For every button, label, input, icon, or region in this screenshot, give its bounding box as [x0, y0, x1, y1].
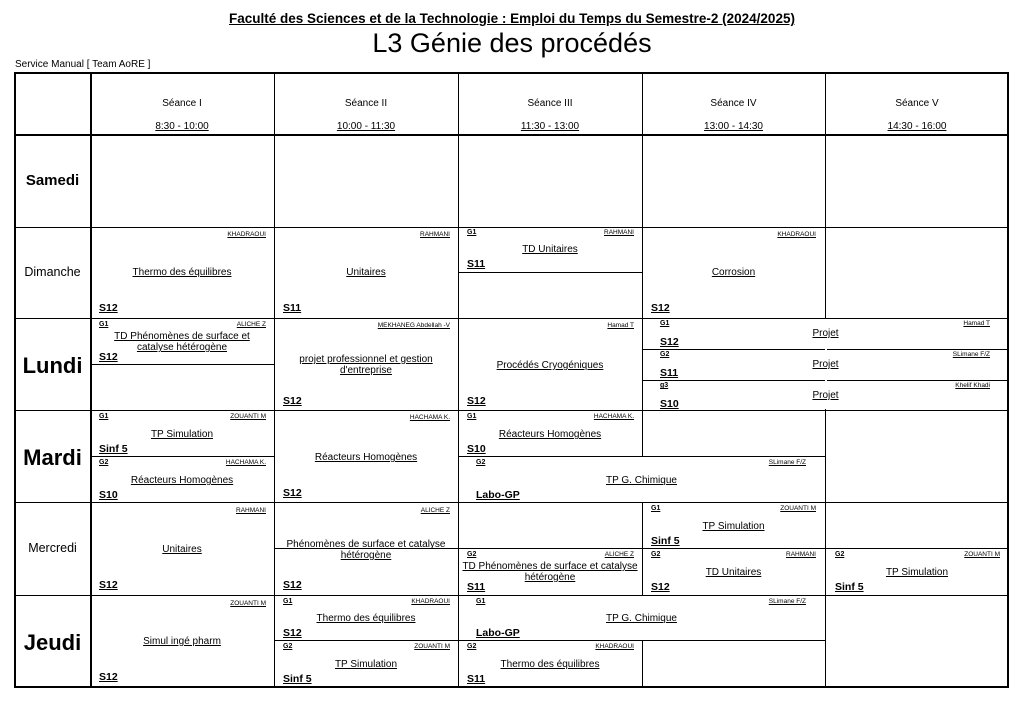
room-label: S11 [467, 673, 486, 685]
course-title: Unitaires [162, 544, 202, 555]
teacher-name: ZOUANTI M [964, 551, 1000, 558]
session-time: 13:00 - 14:30 [704, 121, 763, 132]
teacher-name: ZOUANTI M [230, 600, 266, 607]
course-title: Projet [812, 328, 839, 339]
course-title: Thermo des équilibres [316, 613, 416, 624]
document-title: Faculté des Sciences et de la Technologie : Emploi du Temps du Semestre-2 (2024/2025) [229, 11, 795, 26]
room-label: S12 [283, 627, 302, 639]
teacher-name: ALICHE Z [604, 551, 634, 558]
course-title: TP G. Chimique [606, 613, 677, 624]
room-label: S12 [99, 579, 118, 591]
group-label: G2 [283, 643, 293, 650]
group-label: G1 [476, 598, 486, 605]
session-time: 11:30 - 13:00 [520, 121, 580, 132]
session-time: 14:30 - 16:00 [887, 121, 947, 132]
cell-split [90, 456, 274, 457]
day-label: Mardi [23, 445, 82, 470]
room-label: S12 [660, 336, 679, 348]
teacher-name: ALICHE Z [236, 321, 266, 328]
group-label: g3 [660, 382, 669, 389]
room-label: S11 [283, 302, 302, 314]
teacher-name: RAHMANI [420, 231, 450, 238]
session-time: 8:30 - 10:00 [155, 121, 209, 132]
room-label: S12 [651, 581, 670, 593]
teacher-name: RAHMANI [236, 507, 266, 514]
group-label: G1 [467, 413, 477, 420]
room-label: Sinf 5 [835, 581, 864, 593]
teacher-name: Khelif Khadi [955, 382, 990, 389]
room-label: Labo-GP [476, 489, 520, 501]
course-title: Unitaires [346, 267, 386, 278]
day-label: Jeudi [23, 630, 82, 655]
course-title: TP Simulation [150, 429, 214, 440]
room-label: S12 [99, 351, 118, 363]
course-title: Projet [812, 390, 839, 401]
teacher-name: RAHMANI [604, 229, 634, 236]
course-title: TP G. Chimique [606, 475, 677, 486]
course-title: Projet [812, 359, 839, 370]
teacher-name: Hamad T [963, 320, 990, 327]
teacher-name: ZOUANTI M [230, 413, 266, 420]
teacher-name: ALICHE Z [420, 507, 450, 514]
room-label: S12 [651, 302, 670, 314]
group-label: G2 [467, 551, 477, 558]
row-divider [14, 134, 1009, 136]
day-label: Dimanche [24, 265, 81, 279]
session-name: Séance IV [710, 98, 757, 109]
course-title: Simul ingé pharm [143, 636, 221, 647]
room-label: S11 [467, 258, 486, 270]
room-label: S10 [467, 443, 486, 455]
room-label: S11 [660, 367, 679, 379]
room-label: S10 [660, 398, 679, 410]
program-title: L3 Génie des procédés [372, 28, 652, 58]
course-title: Procédés Cryogéniques [496, 360, 604, 371]
day-label: Mercredi [28, 541, 77, 555]
course-title: TD Phénomènes de surface et catalyse hétérogène [462, 561, 638, 583]
cell-split [90, 364, 274, 365]
session-name: Séance V [895, 98, 939, 109]
group-label: G1 [99, 413, 109, 420]
course-title: TP Simulation [702, 521, 765, 532]
teacher-name: HACHAMA K. [593, 413, 634, 420]
teacher-name: KHADRAOUI [411, 598, 450, 605]
group-label: G2 [99, 459, 109, 466]
row-divider [14, 502, 1009, 503]
row-divider [14, 410, 1009, 411]
group-label: G1 [651, 505, 661, 512]
teacher-name: RAHMANI [786, 551, 816, 558]
course-title: Réacteurs Homogènes [130, 475, 234, 486]
course-title: Thermo des équilibres [500, 659, 600, 670]
group-label: G1 [99, 321, 109, 328]
teacher-name: KHADRAOUI [595, 643, 634, 650]
room-label: Labo-GP [476, 627, 520, 639]
room-label: S12 [283, 487, 302, 499]
cell-split [458, 640, 825, 641]
group-label: G2 [467, 643, 477, 650]
group-label: G2 [476, 459, 486, 466]
course-title: Réacteurs Homogènes [314, 452, 418, 463]
course-title: TD Unitaires [705, 567, 762, 578]
teacher-name: HACHAMA K. [225, 459, 266, 466]
course-title: Thermo des équilibres [132, 267, 232, 278]
session-name: Séance II [344, 98, 388, 109]
cell-split [458, 272, 642, 273]
row-divider [14, 595, 1009, 596]
group-label: G1 [467, 229, 477, 236]
teacher-name: HACHAMA K. [409, 414, 450, 421]
room-label: Sinf 5 [651, 535, 680, 547]
room-label: Sinf 5 [99, 443, 128, 455]
session-name: Séance III [527, 98, 573, 109]
course-title: Réacteurs Homogènes [498, 429, 602, 440]
course-title: TP Simulation [885, 567, 949, 578]
room-label: S12 [467, 395, 486, 407]
day-label: Lundi [22, 353, 83, 378]
teacher-name: KHADRAOUI [227, 231, 266, 238]
session-time: 10:00 - 11:30 [336, 121, 396, 132]
service-note: Service Manual [ Team AoRE ] [15, 59, 151, 70]
teacher-name: MEKHANEG Abdellah -V [377, 322, 450, 329]
group-label: G2 [835, 551, 845, 558]
teacher-name: ZOUANTI M [414, 643, 450, 650]
course-title: TP Simulation [334, 659, 398, 670]
teacher-name: SLimane F/Z [768, 598, 806, 605]
course-title: TD Unitaires [522, 244, 578, 255]
course-title: TD Phénomènes de surface et catalyse hétérogène [114, 331, 250, 353]
course-title: projet professionnel et gestion d'entreprise [299, 354, 433, 376]
session-name: Séance I [162, 98, 202, 109]
teacher-name: Hamad T [607, 322, 634, 329]
room-label: S12 [99, 671, 118, 683]
group-label: G1 [660, 320, 670, 327]
row-divider [14, 227, 1009, 228]
group-label: G2 [660, 351, 670, 358]
teacher-name: SLimane F/Z [768, 459, 806, 466]
course-title: Phénomènes de surface et catalyse hétérogène [286, 539, 446, 561]
group-label: G2 [651, 551, 661, 558]
teacher-name: KHADRAOUI [777, 231, 816, 238]
room-label: S10 [99, 489, 118, 501]
group-label: G1 [283, 598, 293, 605]
day-label: Samedi [25, 172, 80, 189]
room-label: S12 [99, 302, 118, 314]
teacher-name: SLimane F/Z [952, 351, 990, 358]
teacher-name: ZOUANTI M [780, 505, 816, 512]
course-title: Corrosion [711, 267, 756, 278]
room-label: S12 [283, 579, 302, 591]
room-label: S12 [283, 395, 302, 407]
room-label: Sinf 5 [283, 673, 312, 685]
room-label: S11 [467, 581, 486, 593]
